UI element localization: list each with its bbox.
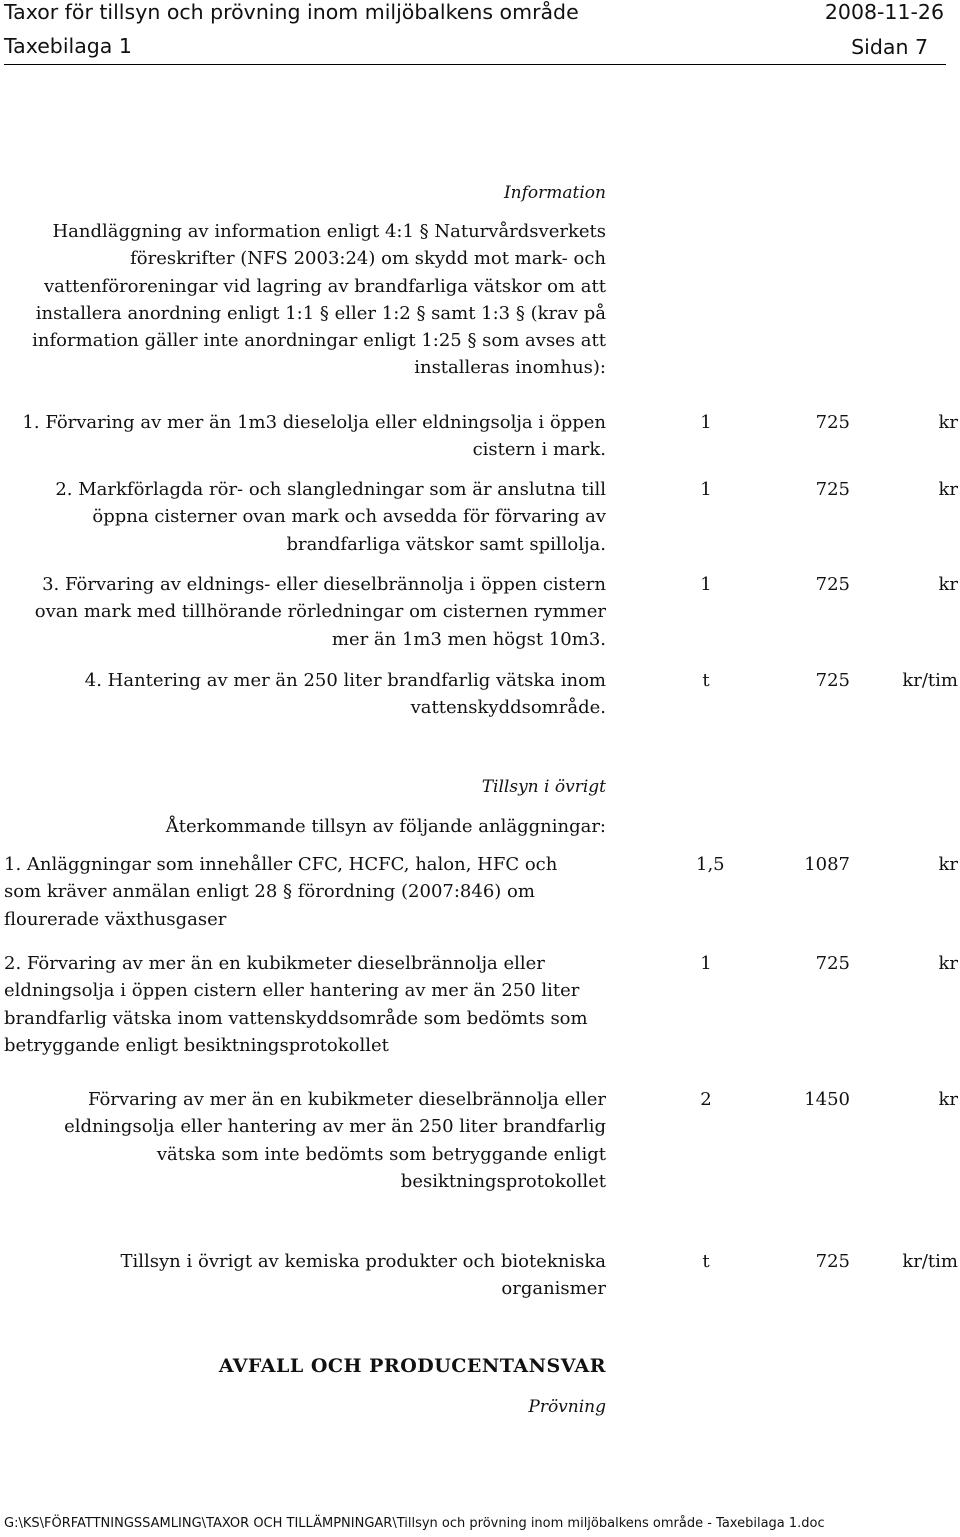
fee-amount: 725: [815, 412, 850, 433]
fee-amount: 725: [815, 1251, 850, 1272]
fee-factor: 1: [700, 574, 712, 595]
tillsyn-item-2-text: 2. Förvaring av mer än en kubikmeter dieselbrännolja eller eldningsolja i öppen cistern eller hantering av mer än 250 liter brandfarlig vätska inom vattenskyddsområde som bedömts som betryggande enligt besiktningsprotokollet: [4, 953, 588, 1056]
information-item-4-text: 4. Hantering av mer än 250 liter brandfarlig vätska inom vattenskyddsområde.: [84, 670, 606, 719]
document-date: 2008-11-26: [824, 0, 944, 24]
tillsyn-item-1-fee: [0, 851, 960, 878]
fee-factor: t: [702, 1251, 710, 1272]
information-item-2-text: 2. Markförlagda rör- och slangledningar som är anslutna till öppna cisterner ovan mark och avsedda för förvaring av brandfarliga vätskor samt spillolja.: [55, 479, 606, 555]
fee-unit: kr: [938, 854, 958, 875]
information-item-3-fee: [0, 571, 960, 598]
fee-amount: 725: [815, 670, 850, 691]
section-heading-information: Information: [503, 183, 606, 203]
tillsyn-item-4-fee: [0, 1248, 960, 1275]
information-item-1-fee: [0, 409, 960, 436]
fee-factor: 1,5: [696, 854, 725, 875]
document-subtitle: Taxebilaga 1: [4, 34, 132, 58]
fee-unit: kr: [938, 953, 958, 974]
information-item-1-text: 1. Förvaring av mer än 1m3 dieselolja eller eldningsolja i öppen cistern i mark.: [22, 412, 606, 461]
information-item-2-fee: [0, 476, 960, 503]
footer-file-path: G:\KS\FÖRFATTNINGSSAMLING\TAXOR OCH TILLÄMPNINGAR\Tillsyn och prövning inom miljöbalkens område - Taxebilaga 1.doc: [4, 1516, 825, 1531]
section-subheading-provning: Prövning: [528, 1397, 606, 1417]
fee-factor: 1: [700, 412, 712, 433]
fee-unit: kr: [938, 1089, 958, 1110]
fee-factor: 1: [700, 479, 712, 500]
page-number: Sidan 7: [851, 35, 928, 59]
tillsyn-item-3-fee: [0, 1086, 960, 1113]
fee-factor: 2: [700, 1089, 712, 1110]
tillsyn-item-4-text: Tillsyn i övrigt av kemiska produkter och biotekniska organismer: [120, 1251, 606, 1300]
fee-factor: 1: [700, 953, 712, 974]
document-title: Taxor för tillsyn och prövning inom miljöbalkens område: [4, 0, 579, 24]
information-item-4-fee: [0, 667, 960, 694]
fee-unit: kr: [938, 574, 958, 595]
fee-amount: 725: [815, 574, 850, 595]
information-item-3-text: 3. Förvaring av eldnings- eller dieselbrännolja i öppen cistern ovan mark med tillhörande rörledningar om cisternen rymmer mer än 1m3 men högst 10m3.: [34, 574, 606, 650]
fee-amount: 1087: [804, 854, 850, 875]
fee-unit: kr: [938, 479, 958, 500]
fee-unit: kr: [938, 412, 958, 433]
fee-amount: 1450: [804, 1089, 850, 1110]
tillsyn-item-1-text: 1. Anläggningar som innehåller CFC, HCFC, halon, HFC och som kräver anmälan enligt 28 § förordning (2007:846) om flourerade växthusgaser: [4, 854, 558, 930]
tillsyn-item-3-text: Förvaring av mer än en kubikmeter dieselbrännolja eller eldningsolja eller hantering av mer än 250 liter brandfarlig vätska som inte bedömts som betryggande enligt besiktningsprotokollet: [64, 1089, 606, 1192]
tillsyn-subheading: Återkommande tillsyn av följande anläggningar:: [165, 816, 606, 837]
header-divider: [4, 64, 946, 65]
fee-amount: 725: [815, 479, 850, 500]
information-intro: Handläggning av information enligt 4:1 § Naturvårdsverkets föreskrifter (NFS 2003:24) om skydd mot mark- och vattenföroreningar vid lagring av brandfarliga vätskor om att installera anordning enligt 1:1 § eller 1:2 § samt 1:3 § (krav på information gäller inte anordningar enligt 1:25 § som avses att installeras inomhus):: [32, 221, 606, 379]
fee-amount: 725: [815, 953, 850, 974]
section-heading-tillsyn: Tillsyn i övrigt: [481, 777, 606, 797]
fee-unit: kr/tim: [902, 670, 958, 691]
fee-unit: kr/tim: [902, 1251, 958, 1272]
fee-factor: t: [702, 670, 710, 691]
section-heading-avfall: AVFALL OCH PRODUCENTANSVAR: [218, 1355, 606, 1377]
tillsyn-item-2-fee: [0, 950, 960, 977]
